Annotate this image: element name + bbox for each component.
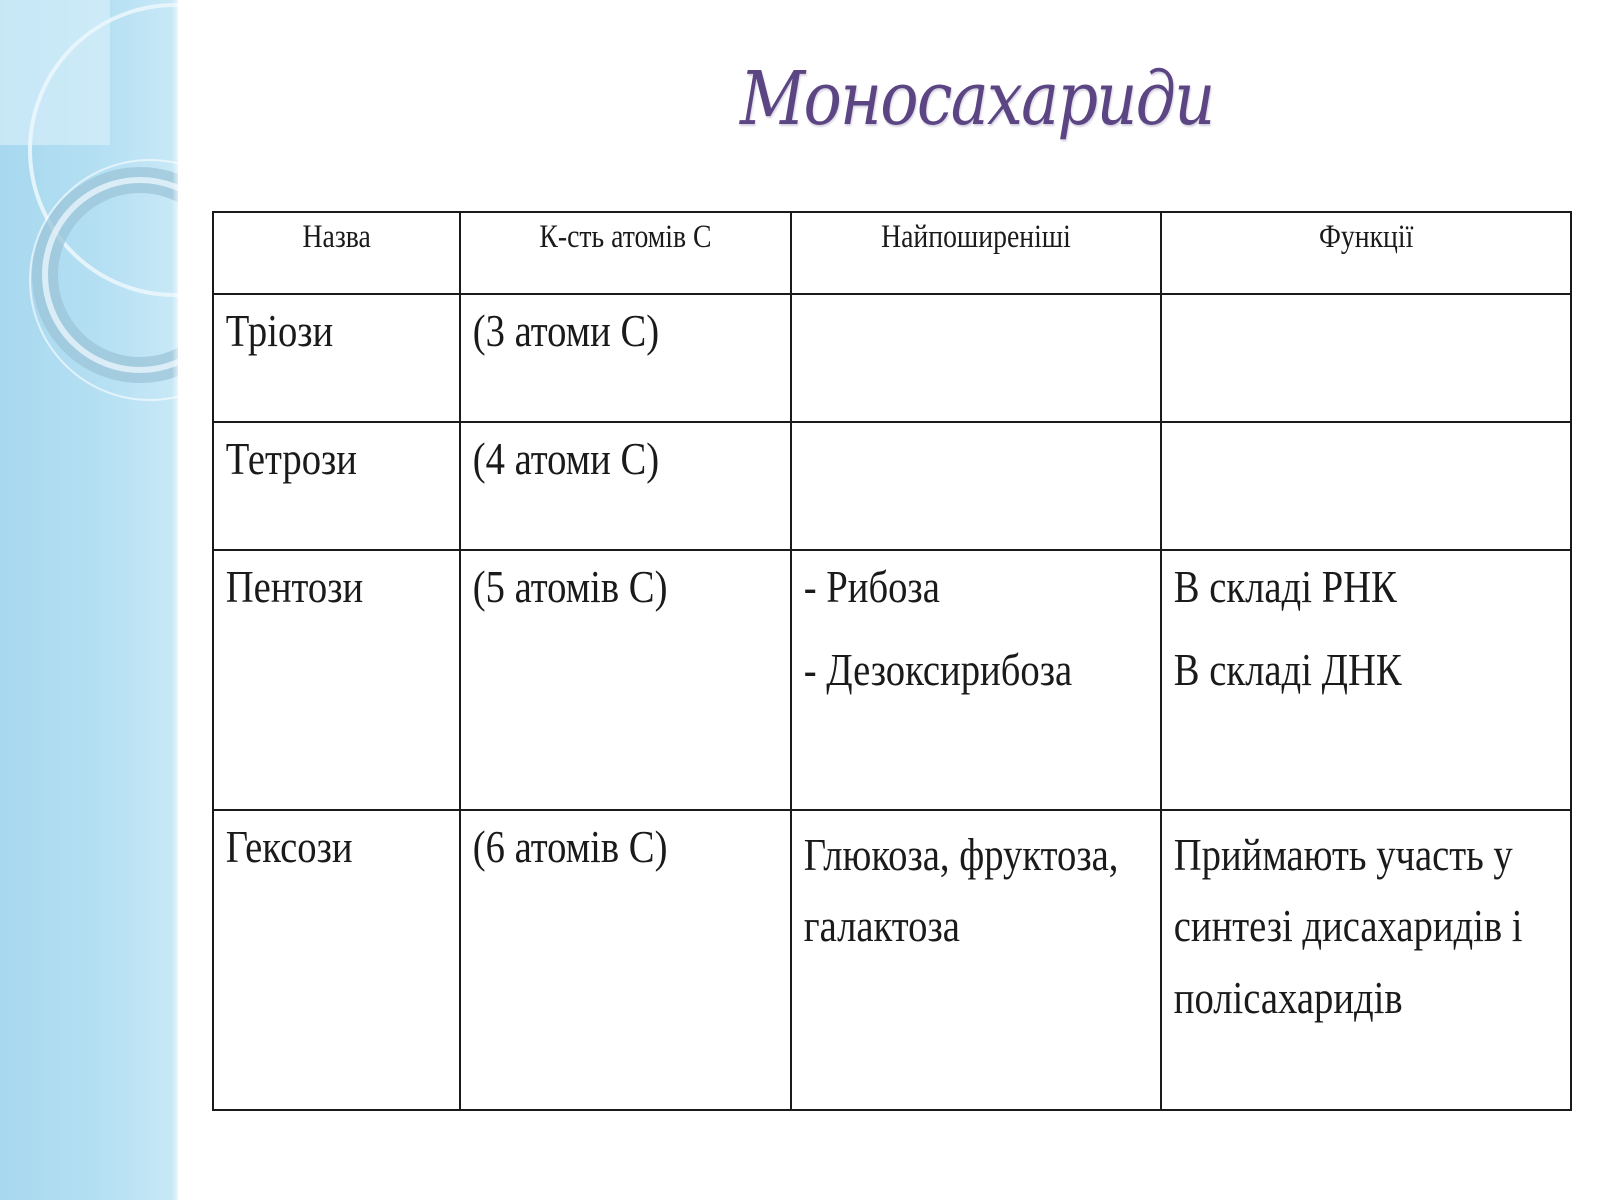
cell-name: Тетрози [213,422,460,550]
table-row [213,550,1571,810]
cell-atoms: (5 атомів С) [460,550,791,810]
cell-functions [1161,810,1571,1110]
cell-name: Тріози [213,294,460,422]
cell-common [791,294,1161,422]
table-row [213,422,1571,550]
cell-functions [1161,550,1571,810]
common-item: - Дезоксирибоза [803,644,1073,696]
cell-functions [1161,294,1571,422]
common-item: - Рибоза [803,561,940,612]
function-item: В складі ДНК [1173,644,1402,696]
decorative-circles-icon [0,0,178,1200]
common-item: галактоза [803,900,960,952]
cell-common [791,422,1161,550]
cell-common [791,550,1161,810]
function-item: В складі РНК [1173,561,1397,612]
cell-atoms: (4 атоми С) [460,422,791,550]
slide-title: Моносахариди [740,56,1214,142]
common-item: Глюкоза, фруктоза, [803,829,1119,880]
cell-atoms: (6 атомів С) [460,810,791,1110]
function-item: синтезі дисахаридів і [1173,900,1523,952]
table-row [213,294,1571,422]
cell-name: Гексози [213,810,460,1110]
header-common: Найпоширеніші [791,212,1161,294]
header-atoms: К-сть атомів С [460,212,791,294]
table-row [213,810,1571,1110]
cell-name: Пентози [213,550,460,810]
monosaccharides-table [212,211,1572,1111]
function-item: полісахаридів [1173,971,1403,1023]
cell-common [791,810,1161,1110]
side-decoration [0,0,178,1200]
header-name: Назва [213,212,460,294]
table-header-row [213,212,1571,294]
header-functions: Функції [1161,212,1571,294]
function-item: Приймають участь у [1173,829,1513,880]
cell-functions [1161,422,1571,550]
cell-atoms: (3 атоми С) [460,294,791,422]
